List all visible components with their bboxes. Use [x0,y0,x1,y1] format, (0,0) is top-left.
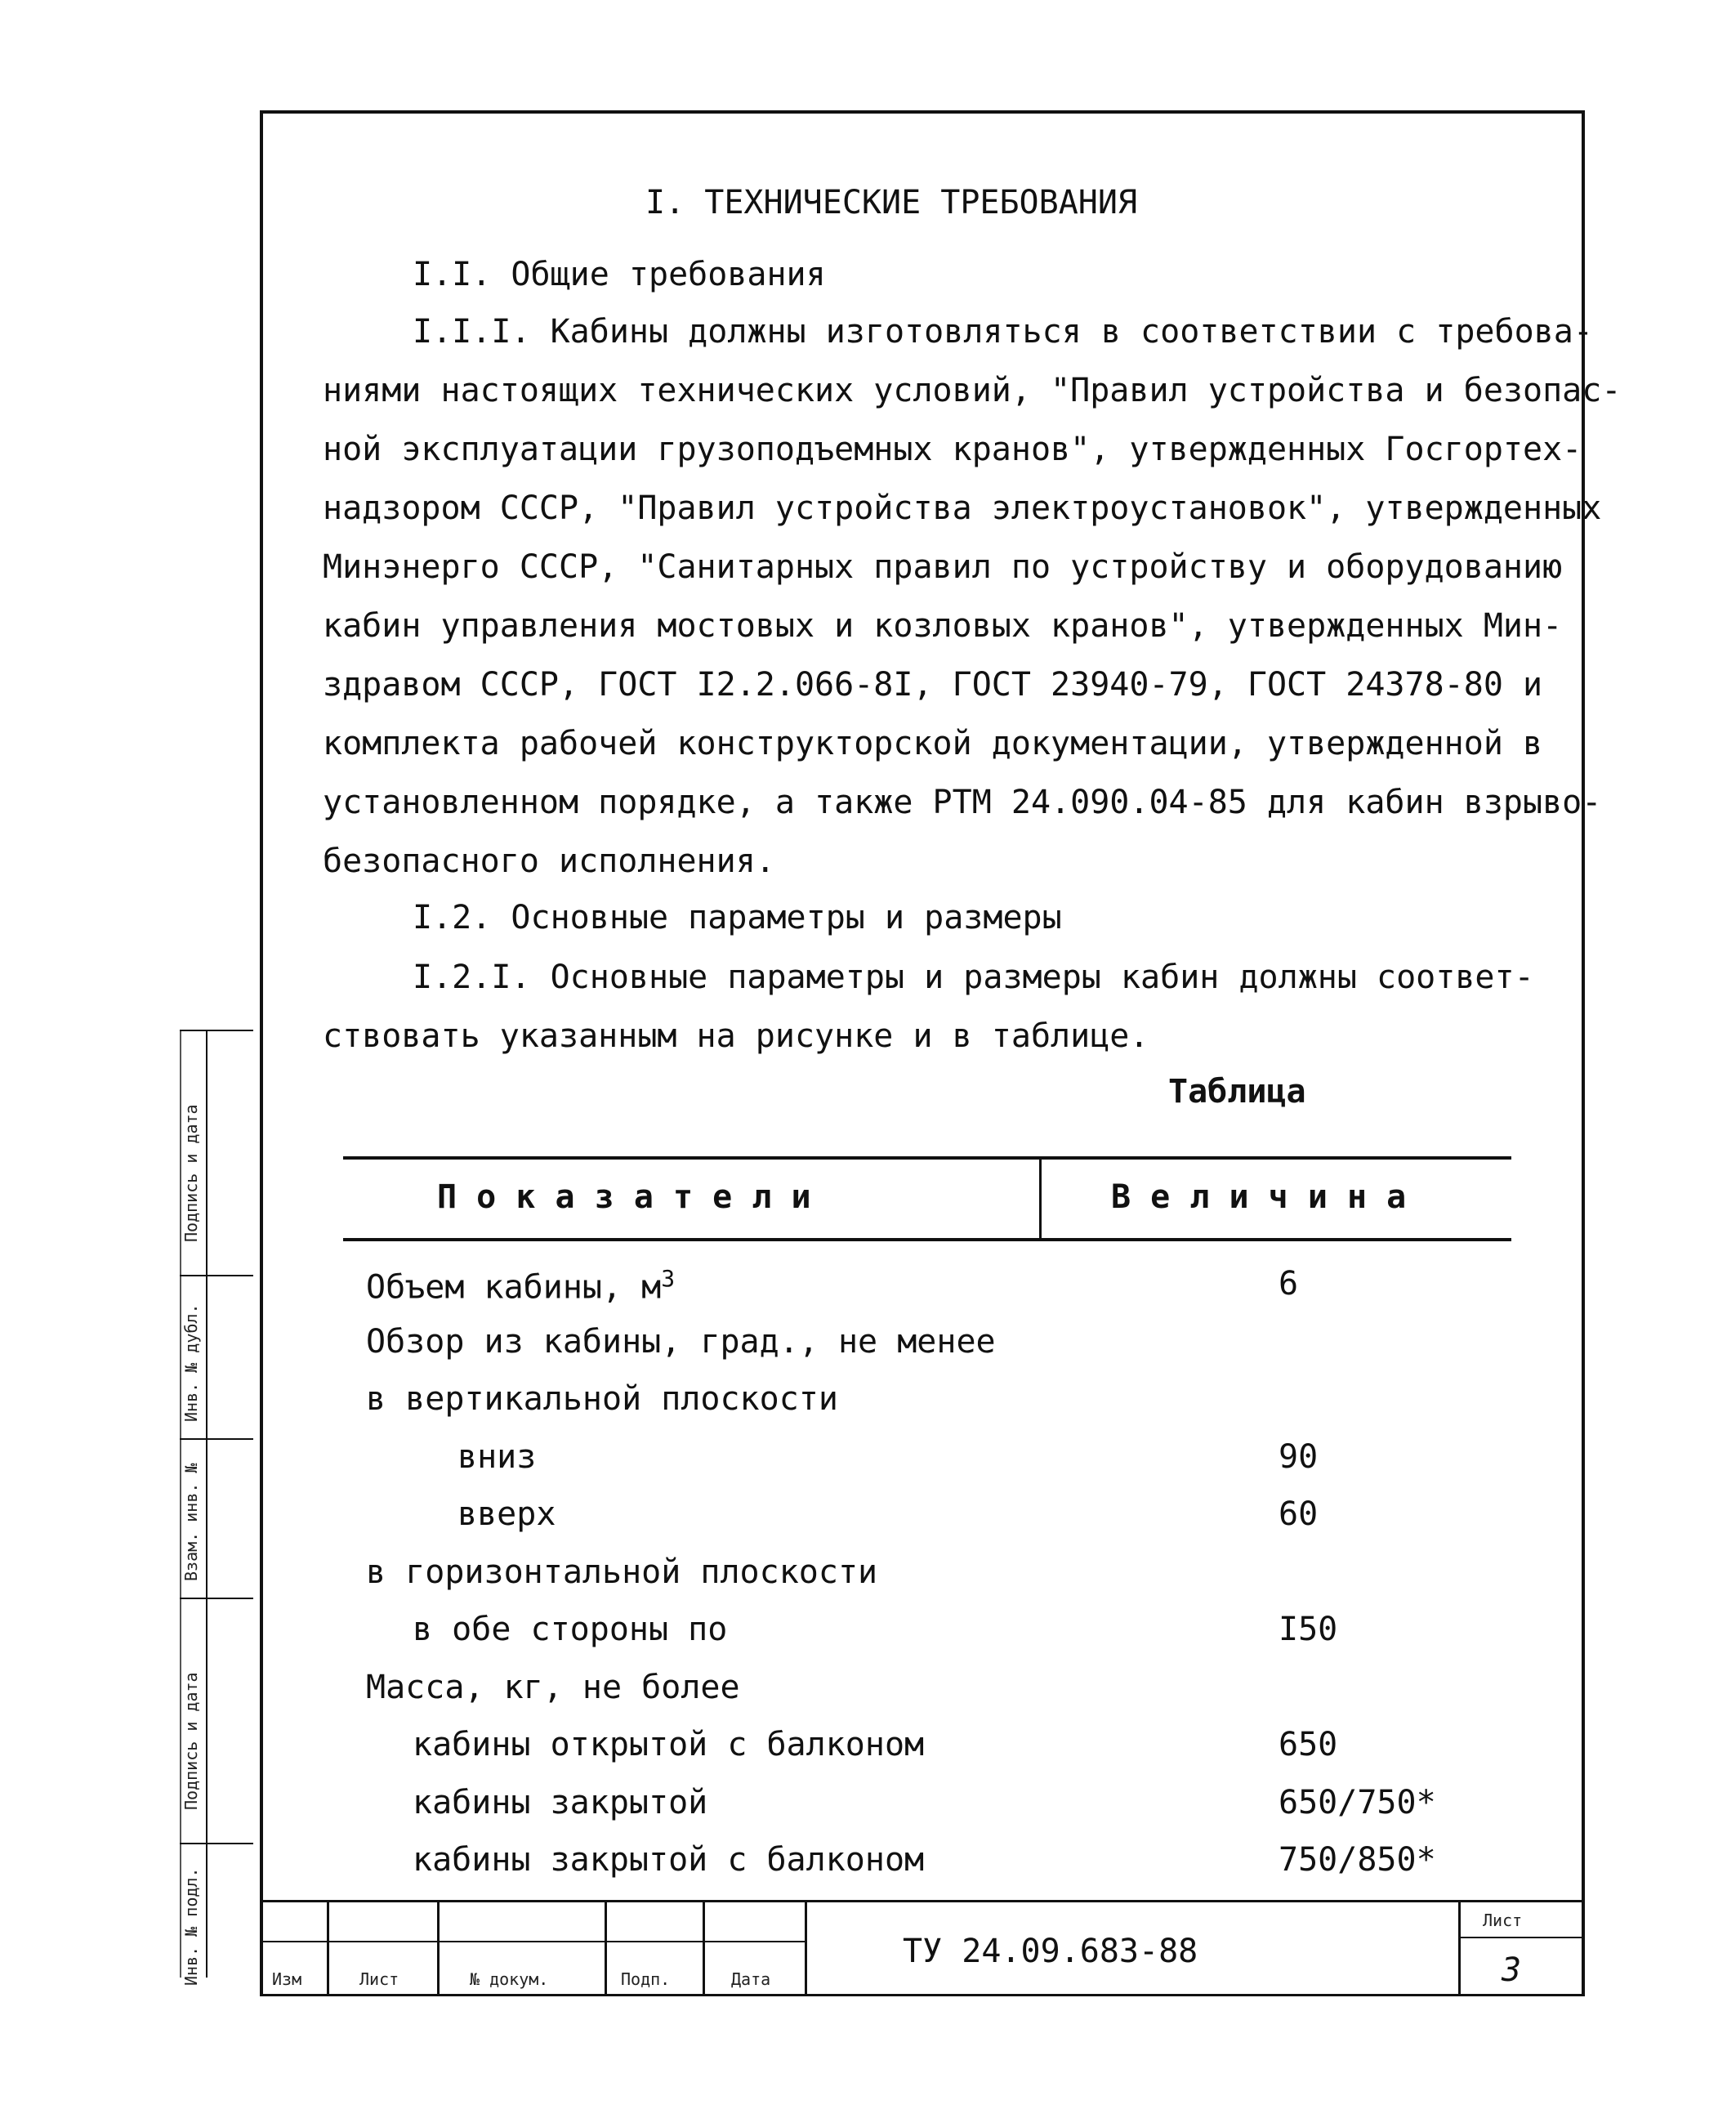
table-row-label: кабины закрытой с балконом [413,1841,925,1879]
table-row-label: Объем кабины, $м^3$ [366,1265,676,1307]
stamp-divider [437,1900,440,1994]
table-row-label: Масса, кг, не более [366,1669,740,1706]
table-row-value: 6 [1279,1265,1299,1303]
stamp-divider [805,1900,807,1994]
paragraph-2-line: I.2.I. Основные параметры и размеры кабин должны соответ- [413,959,1534,996]
subsection-2-title: I.2. Основные параметры и размеры [413,899,1062,936]
stamp-sheet-number: 3 [1502,1951,1522,1989]
paragraph-1-line: I.I.I. Кабины должны изготовляться в соответствии с требова- [413,313,1593,351]
table-row-value: I50 [1279,1611,1338,1648]
stamp-col-data: Дата [731,1969,771,1989]
table-row-label: Обзор из кабины, град., не менее [366,1323,996,1361]
table-row-value: 60 [1279,1495,1319,1533]
table-row-label: в вертикальной плоскости [366,1380,838,1418]
paragraph-1-line: надзором СССР, "Правил устройства электроустановок", утвержденных [323,489,1602,527]
side-strip-tick [180,1030,253,1031]
paragraph-1-line: комплекта рабочей конструкторской документации, утвержденной в [323,725,1543,762]
stamp-col-doc: № докум. [470,1969,549,1989]
paragraph-1-line: ной эксплуатации грузоподъемных кранов", утвержденных Госгортех- [323,431,1582,468]
paragraph-1 [323,302,1622,891]
stamp-col-izm: Изм [272,1969,302,1989]
stamp-divider [1458,1900,1461,1994]
stamp-divider [605,1900,607,1994]
table-row-label: вверх [457,1495,556,1533]
stamp-divider [703,1900,705,1994]
stamp-sheet-label: Лист [1483,1911,1523,1930]
side-strip-tick [180,1438,253,1440]
paragraph-1-line: установленном порядке, а также РТМ 24.090.04-85 для кабин взрыво- [323,784,1602,821]
side-label-original-inventory: Инв. № подл. [181,1867,201,1986]
paragraph-1-line: Минэнерго СССР, "Санитарных правил по устройству и оборудованию [323,548,1563,586]
paragraph-1-line: кабин управления мостовых и козловых кранов", утвержденных Мин- [323,607,1563,645]
table-column-divider [1039,1156,1042,1238]
table-header-left: П о к а з а т е л и [437,1178,811,1216]
side-label-signature-date-2: Подпись и дата [181,1672,201,1810]
stamp-row-rule [260,1941,805,1942]
stamp-top-rule [260,1900,1585,1902]
table-row-label: кабины закрытой [413,1784,708,1821]
stamp-doc-code: ТУ 24.09.683-88 [903,1933,1198,1970]
side-label-dup-inventory: Инв. № дубл. [181,1303,201,1422]
table-header-rule [343,1238,1511,1241]
stamp-col-podp: Подп. [621,1969,671,1989]
table-row-label: вниз [457,1438,537,1476]
side-label-signature-date: Подпись и дата [181,1104,201,1242]
subsection-1-title: I.I. Общие требования [413,256,826,293]
table-header-right: В е л и ч и н а [1111,1178,1407,1216]
paragraph-2 [323,948,1556,1066]
side-strip-tick [180,1275,253,1276]
table-row-value: 650/750* [1279,1784,1436,1821]
table-row-label: кабины открытой с балконом [413,1726,925,1763]
table-row-value: 750/850* [1279,1841,1436,1879]
stamp-bottom-rule [260,1994,1585,1996]
side-strip-line [206,1030,208,1978]
section-title: I. ТЕХНИЧЕСКИЕ ТРЕБОВАНИЯ [645,184,1138,221]
table-row-value: 90 [1279,1438,1319,1476]
paragraph-1-line: здравом СССР, ГОСТ I2.2.066-8I, ГОСТ 23940-79, ГОСТ 24378-80 и [323,666,1543,704]
side-strip-tick [180,1843,253,1844]
side-label-replaces-inventory: Взам. инв. № [181,1463,201,1581]
side-strip-tick [180,1598,253,1599]
table-top-rule [343,1156,1511,1160]
paragraph-1-line: безопасного исполнения. [323,842,775,880]
paragraph-1-line: ниями настоящих технических условий, "Правил устройства и безопас- [323,372,1622,409]
table-row-label: в горизонтальной плоскости [366,1553,878,1591]
table-row-value: 650 [1279,1726,1338,1763]
paragraph-2-line: ствовать указанным на рисунке и в таблице. [323,1017,1149,1055]
table-caption: Таблица [1168,1073,1306,1111]
stamp-col-list: Лист [359,1969,399,1989]
stamp-sheet-rule [1458,1937,1585,1938]
table-row-label: в обе стороны по [413,1611,728,1648]
stamp-divider [327,1900,329,1994]
